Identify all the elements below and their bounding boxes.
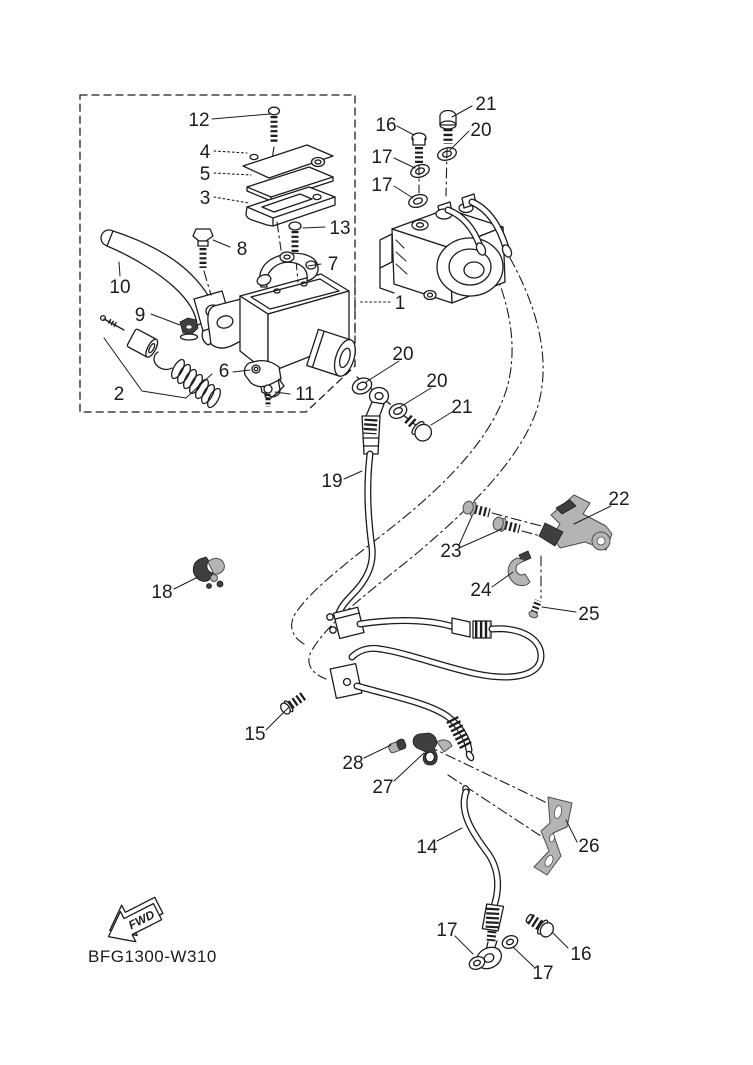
callout-6: 6 (218, 361, 230, 382)
part-union-bolt-16-bottom (523, 911, 556, 940)
callout-10: 10 (109, 277, 131, 298)
callout-3: 3 (199, 188, 211, 209)
callout-20-mid-b: 20 (426, 371, 448, 392)
callout-5: 5 (199, 164, 211, 185)
callout-28: 28 (342, 753, 364, 774)
callout-21-mid: 21 (451, 397, 473, 418)
fwd-label: FWD (126, 907, 157, 933)
part-banjo-washers-20 (350, 375, 409, 421)
callout-20-top: 20 (470, 120, 492, 141)
callout-14: 14 (416, 837, 438, 858)
callout-8: 8 (236, 239, 248, 260)
callout-20-mid-a: 20 (392, 344, 414, 365)
part-pivot-nut-9 (180, 318, 198, 340)
part-washer-17-bottom-right (500, 933, 519, 950)
part-screw-25 (528, 599, 543, 619)
callout-9: 9 (134, 305, 146, 326)
part-brake-hose-19 (339, 416, 380, 613)
spring (169, 358, 223, 410)
callout-23: 23 (440, 541, 462, 562)
part-union-bolt-16-top (412, 133, 426, 163)
part-clamp-18 (193, 557, 224, 589)
part-clamp-block-lower (330, 664, 362, 699)
callout-4: 4 (199, 142, 211, 163)
callout-17-top-b: 17 (371, 175, 393, 196)
callout-24: 24 (470, 580, 492, 601)
part-cap-screw-12 (269, 107, 280, 160)
part-screw-15 (278, 689, 308, 716)
part-brake-hose-14 (357, 686, 505, 973)
callout-17-bottom-left: 17 (436, 920, 458, 941)
callout-19: 19 (321, 471, 343, 492)
callout-12: 12 (188, 110, 210, 131)
callout-2: 2 (113, 384, 125, 405)
callout-13: 13 (329, 218, 351, 239)
part-master-cylinder-body (208, 260, 359, 397)
part-washer-17-top-a (409, 162, 431, 179)
part-hydraulic-unit (380, 194, 513, 303)
callout-15: 15 (244, 724, 266, 745)
part-washer-17-top-b (407, 192, 429, 209)
part-banjo-bolt-21-top (440, 111, 456, 145)
callout-26: 26 (578, 836, 600, 857)
part-clip-28 (387, 738, 406, 753)
callout-22: 22 (608, 489, 630, 510)
callout-16-top: 16 (375, 115, 397, 136)
part-clamp-27 (413, 733, 452, 765)
figure-code: BFG1300-W310 (88, 947, 217, 966)
part-clip-24 (508, 551, 541, 598)
part-bracket-22 (539, 495, 612, 550)
fwd-arrow (99, 890, 169, 952)
callout-17-bottom-right: 17 (532, 963, 554, 984)
callout-17-top-a: 17 (371, 147, 393, 168)
part-bracket-26 (534, 797, 572, 875)
callout-11: 11 (295, 384, 315, 405)
callout-25: 25 (578, 604, 600, 625)
part-clamp-screw-13 (289, 222, 301, 255)
part-hose-joint (352, 618, 541, 677)
callout-27: 27 (372, 777, 394, 798)
callout-18: 18 (151, 582, 173, 603)
callout-16-bottom: 16 (570, 944, 592, 965)
callout-1: 1 (394, 293, 406, 314)
callout-7: 7 (327, 254, 339, 275)
callout-21-top: 21 (475, 94, 497, 115)
part-bolts-23 (462, 500, 552, 539)
